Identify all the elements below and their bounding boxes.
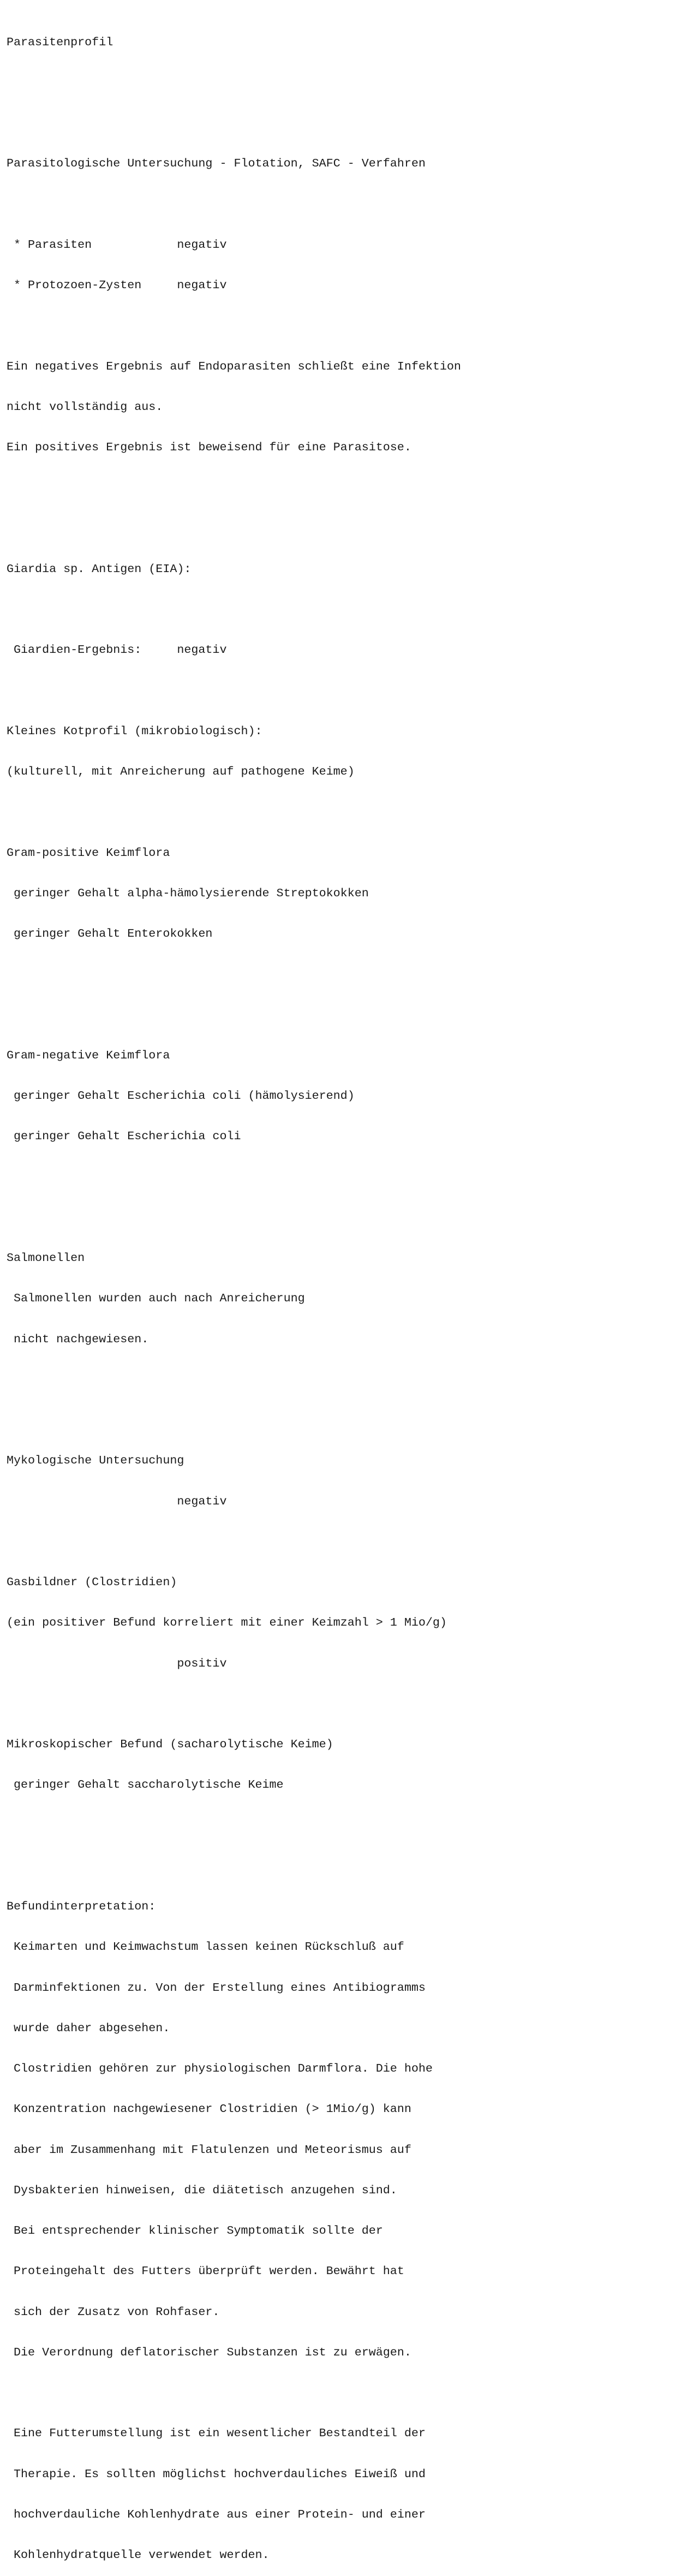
section-heading-gram-negative: Gram-negative Keimflora [7,1048,170,1062]
blank-line [7,1860,675,1873]
note-line: Ein negatives Ergebnis auf Endoparasiten schließt eine Infektion [7,359,461,373]
interpretation-line: Konzentration nachgewiesener Clostridien (> 1Mio/g) kann [7,2102,411,2116]
blank-line [7,2387,675,2400]
finding-line: geringer Gehalt saccharolytische Keime [7,1778,284,1792]
blank-line [7,1414,675,1427]
section-subheading: (ein positiver Befund korreliert mit einer Keimzahl > 1 Mio/g) [7,1616,447,1630]
blank-line [7,1698,675,1711]
result-mykologie: negativ [7,1494,227,1508]
interpretation-line: Therapie. Es sollten möglichst hochverdauliches Eiweiß und [7,2467,426,2481]
interpretation-line: Kohlenhydratquelle verwendet werden. [7,2548,270,2562]
interpretation-line: Die Verordnung deflatorischer Substanzen ist zu erwägen. [7,2345,411,2359]
blank-line [7,806,675,819]
report-document [7,9,675,2576]
result-giardien: Giardien-Ergebnis: negativ [7,643,227,657]
finding-line: nicht nachgewiesen. [7,1332,149,1346]
section-heading-interpretation: Befundinterpretation: [7,1900,156,1913]
section-heading-gasbildner: Gasbildner (Clostridien) [7,1575,177,1589]
blank-line [7,1536,675,1549]
section-heading-giardia: Giardia sp. Antigen (EIA): [7,562,192,576]
interpretation-line: Keimarten und Keimwachstum lassen keinen Rückschluß auf [7,1940,404,1954]
finding-line: geringer Gehalt Escherichia coli (hämolysierend) [7,1089,355,1103]
finding-line: geringer Gehalt Escherichia coli [7,1129,241,1144]
interpretation-line: Darminfektionen zu. Von der Erstellung eines Antibiogramms [7,1980,426,1995]
section-heading-kotprofil: Kleines Kotprofil (mikrobiologisch): [7,724,262,738]
blank-line [7,685,675,698]
interpretation-line: Clostridien gehören zur physiologischen Darmflora. Die hohe [7,2062,433,2075]
section-heading-mikroskopie: Mikroskopischer Befund (sacharolytische Keime) [7,1738,333,1751]
note-line: Ein positives Ergebnis ist beweisend für eine Parasitose. [7,441,411,454]
finding-line: Salmonellen wurden auch nach Anreicherung [7,1292,305,1306]
blank-line [7,1819,675,1833]
section-subheading: (kulturell, mit Anreicherung auf pathogene Keime) [7,765,355,778]
interpretation-line: Bei entsprechender klinischer Symptomatik sollte der [7,2224,383,2238]
blank-line [7,1373,675,1387]
interpretation-line: aber im Zusammenhang mit Flatulenzen und Meteorismus auf [7,2143,411,2157]
interpretation-line: Dysbakterien hinweisen, die diätetisch anzugehen sind. [7,2183,397,2197]
finding-line: geringer Gehalt alpha-hämolysierende Streptokokken [7,886,369,900]
blank-line [7,198,675,212]
result-protozoen-zysten: * Protozoen-Zysten negativ [7,278,227,292]
blank-line [7,1009,675,1022]
blank-line [7,481,675,495]
report-title: Parasitenprofil [7,35,114,49]
blank-line [7,1211,675,1225]
blank-line [7,76,675,90]
section-heading-salmonellen: Salmonellen [7,1251,85,1265]
interpretation-line: Eine Futterumstellung ist ein wesentlicher Bestandteil der [7,2426,426,2441]
blank-line [7,1171,675,1185]
interpretation-line: sich der Zusatz von Rohfaser. [7,2305,220,2319]
finding-line: geringer Gehalt Enterokokken [7,927,213,941]
interpretation-line: hochverdauliche Kohlenhydrate aus einer Protein- und einer [7,2507,426,2521]
blank-line [7,319,675,333]
section-heading-mykologie: Mykologische Untersuchung [7,1454,184,1468]
result-parasiten: * Parasiten negativ [7,237,227,252]
blank-line [7,522,675,536]
result-gasbildner: positiv [7,1656,227,1670]
section-heading-parasitology: Parasitologische Untersuchung - Flotation, SAFC - Verfahren [7,157,426,171]
interpretation-line: Proteingehalt des Futters überprüft werden. Bewährt hat [7,2264,404,2278]
blank-line [7,603,675,617]
interpretation-line: wurde daher abgesehen. [7,2021,170,2035]
blank-line [7,117,675,130]
blank-line [7,968,675,981]
note-line: nicht vollständig aus. [7,400,163,414]
section-heading-gram-positive: Gram-positive Keimflora [7,846,170,860]
